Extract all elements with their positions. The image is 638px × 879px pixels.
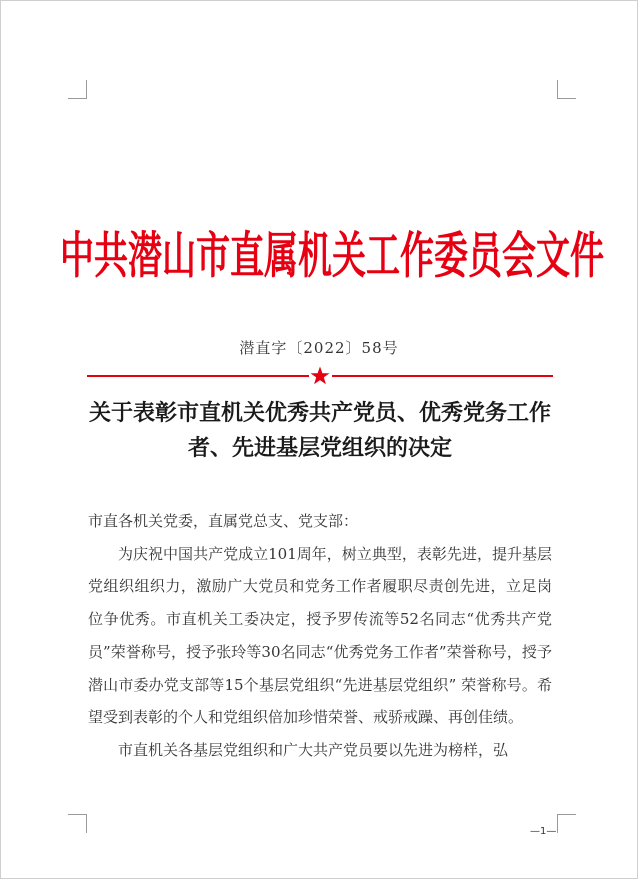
separator-line-right bbox=[332, 375, 553, 377]
body-paragraph: 为庆祝中国共产党成立101周年，树立典型，表彰先进，提升基层党组织组织力，激励广大党员和党务工作者履职尽责创先进，立足岗位争优秀。市直机关工委决定，授予罗传流等52名同志“优秀共产党员”荣誉称号，授予张玲等30名同志“优秀党务工作者”荣誉称号，授予潜山市委办党支部等15个基层党组织“先进基层党组织” 荣誉称号。希望受到表彰的个人和党组织倍加珍惜荣誉、戒骄戒躁、再创佳绩。 bbox=[88, 544, 552, 727]
separator-line-left bbox=[87, 375, 309, 377]
crop-mark-bottom-right bbox=[557, 814, 576, 833]
document-header: 中共潜山市直属机关工作委员会文件 bbox=[60, 227, 604, 286]
body-paragraph: 市直机关各基层党组织和广大共产党员要以先进为榜样，弘 bbox=[118, 740, 509, 759]
page-number: —1— bbox=[530, 826, 557, 837]
salutation: 市直各机关党委，直属党总支、党支部： bbox=[88, 512, 359, 530]
document-body bbox=[88, 505, 552, 767]
crop-mark-bottom-left bbox=[68, 814, 87, 833]
document-number: 潜直字〔2022〕58号 bbox=[239, 339, 399, 357]
star-icon bbox=[309, 365, 331, 387]
crop-mark-top-left bbox=[68, 80, 87, 99]
crop-mark-top-right bbox=[557, 80, 576, 99]
document-title: 关于表彰市直机关优秀共产党员、优秀党务工作者、先进基层党组织的决定 bbox=[88, 400, 551, 461]
